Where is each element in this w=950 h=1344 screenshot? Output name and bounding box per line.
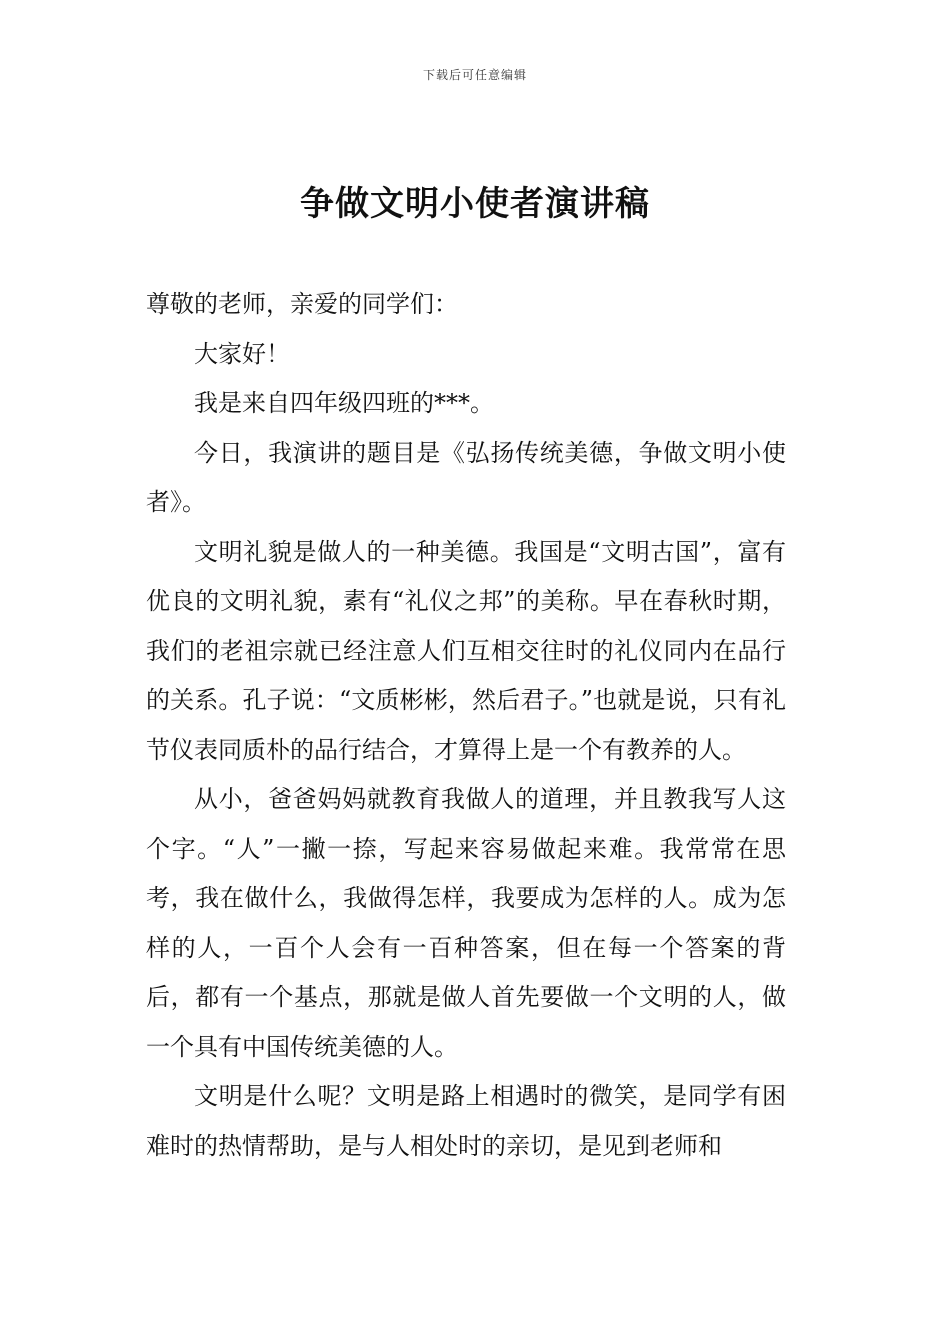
page-header-note: 下载后可任意编辑: [422, 68, 527, 82]
salutation: 尊敬的老师，亲爱的同学们：: [146, 290, 458, 318]
paragraph-greeting: 大家好！: [194, 339, 290, 368]
paragraph-upbringing: 从小，爸爸妈妈就教育我做人的道理，并且教我写人这个字。“人”一撇一捺，写起来容易做起来难。我常常在思考，我在做什么，我做得怎样，我要成为怎样的人。成为怎样的人，一百个人会有一百种答案，但在每一个答案的背后，都有一个基点，那就是做人首先要做一个文明的人，做一个具有中国传统美德的人。: [146, 785, 786, 1061]
paragraph-topic: 今日，我演讲的题目是《弘扬传统美德，争做文明小使者》。: [146, 438, 786, 516]
document-title: 争做文明小使者演讲稿: [300, 184, 650, 224]
paragraph-courtesy: 文明礼貌是做人的一种美德。我国是“文明古国”，富有优良的文明礼貌，素有“礼仪之邦”的美称。早在春秋时期，我们的老祖宗就已经注意人们互相交往时的礼仪同内在品行的关系。孔子说：“文质彬彬，然后君子。”也就是说，只有礼节仪表同质朴的品行结合，才算得上是一个有教养的人。: [146, 537, 786, 764]
document-body: [146, 280, 786, 1171]
paragraph-introduction: 我是来自四年级四班的***。: [194, 389, 494, 417]
paragraph-civility: 文明是什么呢？文明是路上相遇时的微笑，是同学有困难时的热情帮助，是与人相处时的亲切，是见到老师和: [146, 1082, 786, 1160]
